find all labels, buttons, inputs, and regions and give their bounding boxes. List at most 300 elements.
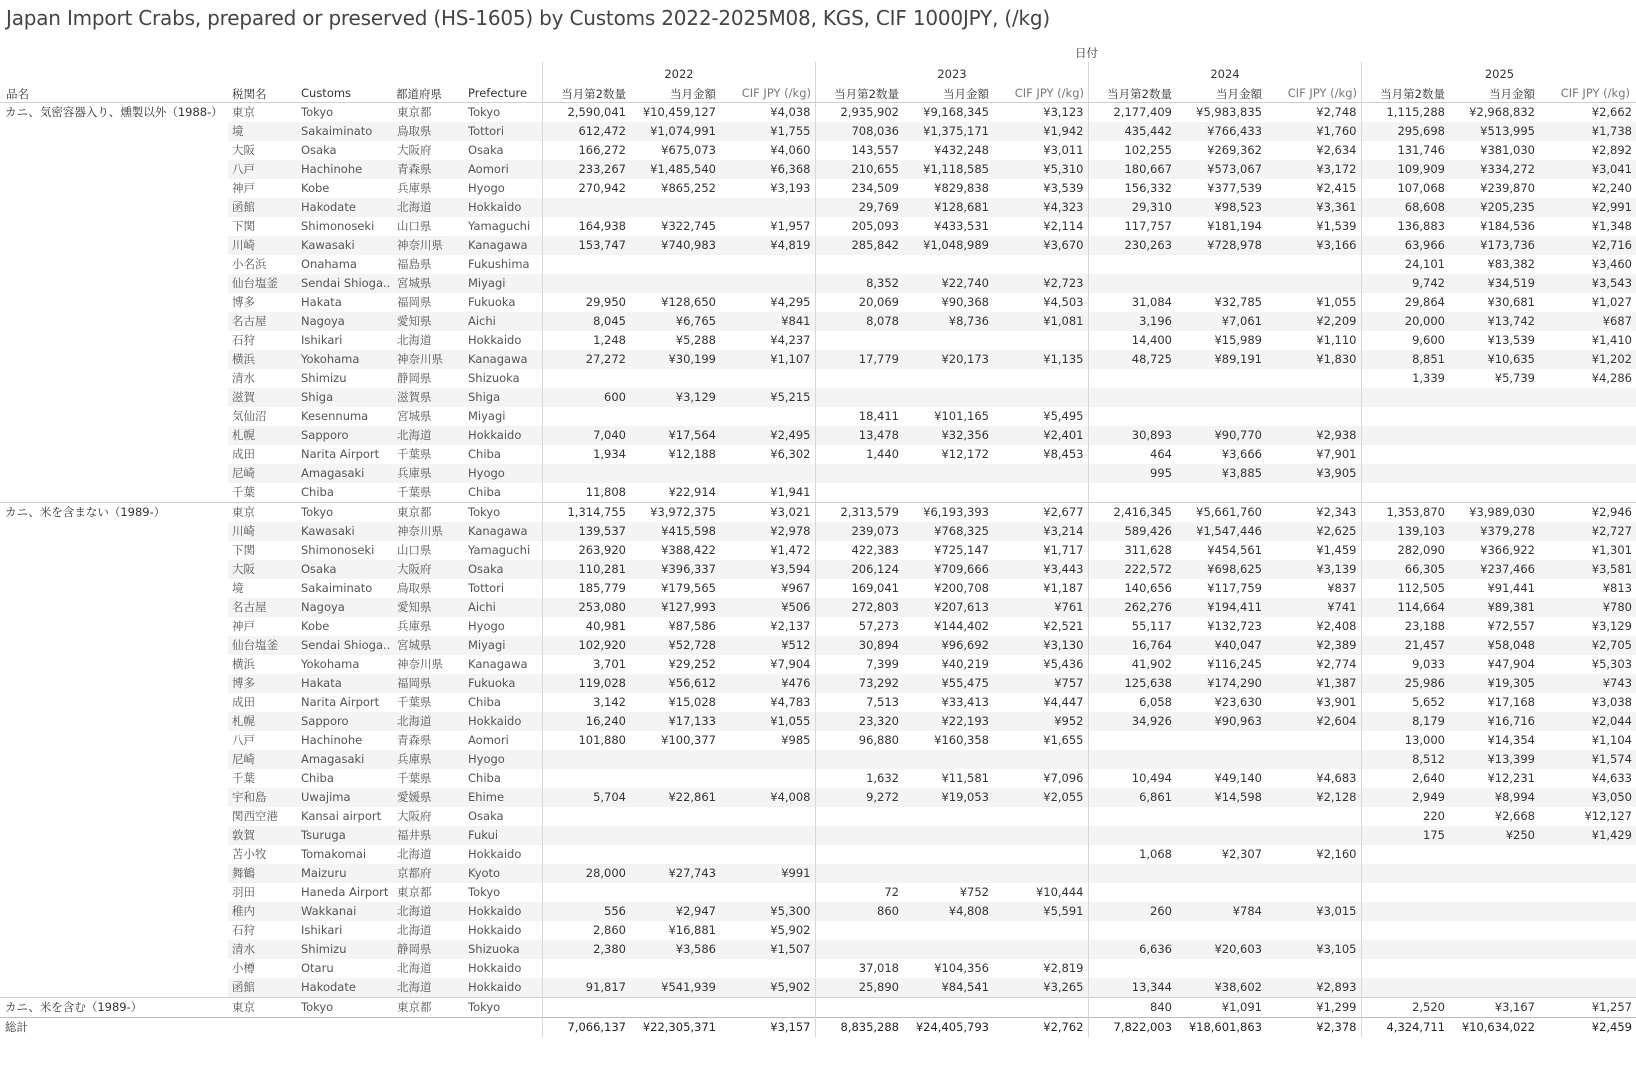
prefecture-en-cell: Hokkaido xyxy=(464,978,542,998)
value-cell: ¥3,015 xyxy=(1266,902,1361,921)
value-cell: 464 xyxy=(1088,445,1176,464)
customs-jp-cell: 気仙沼 xyxy=(232,409,267,423)
value-cell xyxy=(720,845,815,864)
value-cell xyxy=(1176,959,1266,978)
value-cell: 153,747 xyxy=(542,236,630,255)
value-cell xyxy=(1176,388,1266,407)
value-cell: 210,655 xyxy=(815,160,903,179)
value-cell: ¥784 xyxy=(1176,902,1266,921)
prefecture-jp-cell: 宮城県 xyxy=(393,636,464,655)
value-cell xyxy=(1088,883,1176,902)
value-cell: ¥5,310 xyxy=(993,160,1088,179)
value-cell: ¥5,300 xyxy=(720,902,815,921)
value-cell: ¥1,135 xyxy=(993,350,1088,369)
value-cell xyxy=(1176,369,1266,388)
value-cell: ¥1,485,540 xyxy=(630,160,720,179)
value-cell: ¥3,139 xyxy=(1266,560,1361,579)
value-cell xyxy=(1539,845,1636,864)
prefecture-jp-cell: 兵庫県 xyxy=(397,619,432,633)
value-cell: ¥4,808 xyxy=(903,902,993,921)
customs-jp-cell: 名古屋 xyxy=(228,312,297,331)
customs-en-cell: Kesennuma xyxy=(301,409,369,423)
prefecture-en-cell: Tokyo xyxy=(468,105,501,119)
value-cell: ¥3,539 xyxy=(1043,181,1084,195)
value-cell xyxy=(903,388,993,407)
value-cell: 6,636 xyxy=(1088,940,1176,959)
value-cell: ¥5,591 xyxy=(993,902,1088,921)
value-cell: ¥2,389 xyxy=(1266,636,1361,655)
value-cell: 110,281 xyxy=(542,560,630,579)
value-cell: ¥47,904 xyxy=(1487,657,1535,671)
value-cell xyxy=(993,845,1088,864)
prefecture-jp-cell: 東京都 xyxy=(393,503,464,523)
value-cell xyxy=(1088,483,1176,503)
prefecture-en-cell: Tottori xyxy=(464,122,542,141)
value-cell: ¥1,507 xyxy=(720,940,815,959)
value-cell: 13,344 xyxy=(1088,978,1176,998)
customs-en-cell: Sakaiminato xyxy=(301,581,373,595)
customs-en-cell: Yokohama xyxy=(297,350,393,369)
value-cell xyxy=(1361,483,1449,503)
value-cell: ¥4,295 xyxy=(770,295,811,309)
value-cell: ¥3,901 xyxy=(1316,695,1357,709)
value-cell: 156,332 xyxy=(1088,179,1176,198)
value-cell xyxy=(1539,940,1636,959)
value-cell: 102,255 xyxy=(1088,141,1176,160)
value-cell: 260 xyxy=(1088,902,1176,921)
prefecture-jp-cell: 兵庫県 xyxy=(393,464,464,483)
value-cell: 8,352 xyxy=(815,274,903,293)
value-cell: ¥1,717 xyxy=(1043,543,1084,557)
value-cell xyxy=(1088,959,1176,978)
value-cell xyxy=(720,769,815,788)
customs-en-cell: Kobe xyxy=(301,181,330,195)
value-cell: ¥2,774 xyxy=(1316,657,1357,671)
value-cell xyxy=(815,255,903,274)
value-cell: ¥1,539 xyxy=(1316,219,1357,233)
value-cell: ¥512 xyxy=(720,636,815,655)
value-cell xyxy=(1539,407,1636,426)
item-group-label: カニ、気密容器入り、燻製以外（1988-） xyxy=(5,105,223,119)
value-cell: ¥7,096 xyxy=(1043,771,1084,785)
value-cell xyxy=(903,464,993,483)
customs-en-cell: Hakata xyxy=(297,674,393,693)
value-cell: 10,494 xyxy=(1088,769,1176,788)
prefecture-jp-cell: 北海道 xyxy=(397,333,432,347)
value-cell xyxy=(815,921,903,940)
value-cell: ¥30,199 xyxy=(630,350,720,369)
value-cell: ¥237,466 xyxy=(1449,560,1539,579)
value-cell xyxy=(1266,483,1361,503)
value-cell: ¥1,387 xyxy=(1266,674,1361,693)
prefecture-en-cell: Hokkaido xyxy=(464,902,542,921)
value-cell: ¥513,995 xyxy=(1449,122,1539,141)
value-cell: ¥22,193 xyxy=(903,712,993,731)
value-cell: ¥250 xyxy=(1449,826,1539,845)
value-cell xyxy=(1361,407,1449,426)
value-cell: ¥3,021 xyxy=(720,503,815,523)
table-row xyxy=(0,883,1636,902)
value-cell: 73,292 xyxy=(815,674,903,693)
value-cell: 612,472 xyxy=(542,122,630,141)
value-cell: ¥6,193,393 xyxy=(903,503,993,523)
value-cell: ¥366,922 xyxy=(1480,543,1535,557)
value-cell: ¥3,361 xyxy=(1266,198,1361,217)
value-cell: ¥2,662 xyxy=(1591,105,1632,119)
customs-en-cell: Kawasaki xyxy=(297,236,393,255)
value-cell: ¥6,302 xyxy=(770,447,811,461)
value-cell: ¥27,743 xyxy=(630,864,720,883)
value-cell: 272,803 xyxy=(815,598,903,617)
value-cell xyxy=(1176,826,1266,845)
value-cell: ¥2,968,832 xyxy=(1469,105,1535,119)
value-cell: ¥19,305 xyxy=(1449,674,1539,693)
value-cell xyxy=(1088,826,1176,845)
value-cell xyxy=(1539,978,1636,998)
table-row xyxy=(0,940,1636,959)
customs-jp-cell: 大阪 xyxy=(228,560,297,579)
value-cell: 230,263 xyxy=(1088,236,1176,255)
table-row xyxy=(0,959,1636,978)
prefecture-en-cell: Chiba xyxy=(468,447,501,461)
value-cell: ¥17,133 xyxy=(630,712,720,731)
prefecture-jp-cell: 北海道 xyxy=(393,426,464,445)
value-cell: 6,058 xyxy=(1088,693,1176,712)
value-cell: 8,179 xyxy=(1361,712,1449,731)
customs-jp-cell: 八戸 xyxy=(232,733,255,747)
customs-en-cell: Nagoya xyxy=(297,598,393,617)
date-header: 日付 xyxy=(1075,46,1098,60)
prefecture-en-cell: Ehime xyxy=(464,788,542,807)
value-cell: ¥952 xyxy=(993,712,1088,731)
value-cell: ¥101,165 xyxy=(934,409,989,423)
value-cell xyxy=(815,483,903,503)
prefecture-jp-cell: 東京都 xyxy=(393,998,464,1018)
value-cell: 112,505 xyxy=(1361,579,1449,598)
value-cell: ¥2,343 xyxy=(1266,503,1361,523)
total-value-cell: ¥18,601,863 xyxy=(1176,1018,1266,1038)
value-cell: ¥2,727 xyxy=(1539,522,1636,541)
value-cell: 8,512 xyxy=(1361,750,1449,769)
value-cell: ¥181,194 xyxy=(1207,219,1262,233)
value-cell: ¥72,557 xyxy=(1487,619,1535,633)
value-cell: ¥104,356 xyxy=(934,961,989,975)
value-cell: ¥506 xyxy=(720,598,815,617)
value-cell: ¥2,521 xyxy=(1043,619,1084,633)
value-cell: ¥5,739 xyxy=(1494,371,1535,385)
prefecture-en-cell: Fukui xyxy=(464,826,542,845)
value-cell: 27,272 xyxy=(542,350,630,369)
value-cell xyxy=(542,274,630,293)
value-cell: 2,520 xyxy=(1361,998,1449,1018)
total-value-cell: 7,822,003 xyxy=(1088,1018,1176,1038)
value-cell: ¥15,028 xyxy=(668,695,716,709)
value-cell: ¥2,240 xyxy=(1591,181,1632,195)
value-cell xyxy=(903,807,993,826)
prefecture-en-cell: Hokkaido xyxy=(464,198,542,217)
value-cell: ¥207,613 xyxy=(903,598,993,617)
value-cell xyxy=(630,959,720,978)
value-cell xyxy=(903,826,993,845)
value-cell xyxy=(1088,807,1176,826)
customs-jp-cell: 苫小牧 xyxy=(232,847,267,861)
value-cell: ¥396,337 xyxy=(630,560,720,579)
value-cell xyxy=(1088,274,1176,293)
customs-en-cell: Kobe xyxy=(301,619,330,633)
value-cell xyxy=(993,388,1088,407)
measure-header: CIF JPY (/kg) xyxy=(1560,86,1630,100)
value-cell xyxy=(630,198,720,217)
value-cell: ¥2,892 xyxy=(1591,143,1632,157)
value-cell xyxy=(542,845,630,864)
value-cell: ¥985 xyxy=(781,733,811,747)
value-cell: ¥698,625 xyxy=(1176,560,1266,579)
prefecture-jp-cell: 青森県 xyxy=(397,733,432,747)
value-cell xyxy=(542,826,630,845)
value-cell: ¥40,047 xyxy=(1176,636,1266,655)
value-cell xyxy=(1449,407,1539,426)
value-cell: 2,640 xyxy=(1361,769,1449,788)
value-cell: ¥1,055 xyxy=(720,712,815,731)
item-group-label: カニ、米を含まない（1989-） xyxy=(0,503,228,998)
value-cell: ¥573,067 xyxy=(1176,160,1266,179)
prefecture-jp-cell: 大阪府 xyxy=(393,560,464,579)
value-cell xyxy=(1361,902,1449,921)
table-row xyxy=(0,503,1636,523)
value-cell: ¥1,957 xyxy=(770,219,811,233)
table-row xyxy=(0,464,1636,483)
value-cell: ¥132,723 xyxy=(1207,619,1262,633)
prefecture-en-cell: Hokkaido xyxy=(468,923,522,937)
value-cell: ¥3,666 xyxy=(1221,447,1262,461)
table-row xyxy=(0,750,1636,769)
prefecture-jp-cell: 福岡県 xyxy=(397,295,432,309)
value-cell xyxy=(1539,864,1636,883)
table-row xyxy=(0,426,1636,445)
table-row xyxy=(0,617,1636,636)
table-row xyxy=(0,541,1636,560)
value-cell xyxy=(720,407,815,426)
page-title: Japan Import Crabs, prepared or preserved (HS-1605) by Customs 2022-2025M08, KGS, CIF 1000JPY, (/kg) xyxy=(6,6,1051,30)
value-cell: 9,272 xyxy=(815,788,903,807)
value-cell xyxy=(1361,940,1449,959)
prefecture-jp-cell: 北海道 xyxy=(397,923,432,937)
customs-en-cell: Shimizu xyxy=(301,371,347,385)
table-row xyxy=(0,217,1636,236)
value-cell xyxy=(903,750,993,769)
value-cell xyxy=(1266,807,1361,826)
value-cell: ¥1,110 xyxy=(1316,333,1357,347)
value-cell: ¥3,586 xyxy=(630,940,720,959)
value-cell xyxy=(1539,464,1636,483)
measure-header: 当月第2数量 xyxy=(1380,87,1445,101)
prefecture-jp-cell: 千葉県 xyxy=(397,771,432,785)
value-cell xyxy=(815,940,903,959)
table-row xyxy=(0,198,1636,217)
table-row xyxy=(0,388,1636,407)
value-cell: 2,949 xyxy=(1361,788,1449,807)
value-cell: ¥541,939 xyxy=(630,978,720,998)
customs-en-cell: Hachinohe xyxy=(297,160,393,179)
value-cell: ¥16,716 xyxy=(1449,712,1539,731)
value-cell xyxy=(815,826,903,845)
prefecture-jp-cell: 兵庫県 xyxy=(397,181,432,195)
customs-en-cell: Osaka xyxy=(301,143,337,157)
table-row xyxy=(0,560,1636,579)
value-cell xyxy=(720,750,815,769)
customs-en-cell: Uwajima xyxy=(297,788,393,807)
value-cell: 131,746 xyxy=(1361,141,1449,160)
value-cell: ¥3,214 xyxy=(993,522,1088,541)
customs-jp-cell: 東京 xyxy=(228,503,297,523)
value-cell: 1,440 xyxy=(815,445,903,464)
value-cell: ¥1,074,991 xyxy=(630,122,720,141)
value-cell xyxy=(720,883,815,902)
prefecture-jp-cell: 福島県 xyxy=(397,257,432,271)
value-cell: 29,950 xyxy=(542,293,630,312)
value-cell: ¥433,531 xyxy=(934,219,989,233)
value-cell: ¥9,168,345 xyxy=(923,105,989,119)
prefecture-en-cell: Fukuoka xyxy=(468,295,516,309)
value-cell: ¥4,286 xyxy=(1591,371,1632,385)
value-cell: ¥3,038 xyxy=(1591,695,1632,709)
value-cell: ¥10,444 xyxy=(1035,885,1084,899)
value-cell: 140,656 xyxy=(1088,579,1176,598)
value-cell xyxy=(630,464,720,483)
value-cell: 29,864 xyxy=(1361,293,1449,312)
value-cell xyxy=(903,940,993,959)
customs-en-cell: Sendai Shioga.. xyxy=(297,636,393,655)
table-row xyxy=(0,122,1636,141)
prefecture-en-cell: Hokkaido xyxy=(468,847,522,861)
prefecture-en-cell: Chiba xyxy=(468,485,501,499)
value-cell: ¥967 xyxy=(781,581,811,595)
value-cell: 270,942 xyxy=(542,179,630,198)
value-cell: ¥13,742 xyxy=(1449,312,1539,331)
value-cell xyxy=(720,274,815,293)
value-cell xyxy=(1176,921,1266,940)
value-cell: ¥52,728 xyxy=(630,636,720,655)
value-cell xyxy=(993,750,1088,769)
value-cell xyxy=(1361,978,1449,998)
value-cell xyxy=(542,959,630,978)
value-cell xyxy=(1449,921,1539,940)
value-cell xyxy=(1449,464,1539,483)
prefecture-en-cell: Hyogo xyxy=(464,750,542,769)
col-header-customs-jp: 税関名 xyxy=(232,87,267,101)
value-cell: ¥17,564 xyxy=(630,426,720,445)
value-cell xyxy=(1176,807,1266,826)
value-cell xyxy=(1176,864,1266,883)
value-cell xyxy=(630,998,720,1018)
customs-jp-cell: 下関 xyxy=(232,543,255,557)
table-row xyxy=(0,407,1636,426)
value-cell: ¥13,539 xyxy=(1487,333,1535,347)
value-cell: 16,240 xyxy=(542,712,630,731)
value-cell: 2,416,345 xyxy=(1088,503,1176,523)
value-cell xyxy=(1266,274,1361,293)
value-cell: 96,880 xyxy=(815,731,903,750)
prefecture-en-cell: Kyoto xyxy=(464,864,542,883)
prefecture-en-cell: Kanagawa xyxy=(464,236,542,255)
customs-jp-cell: 羽田 xyxy=(232,885,255,899)
value-cell: ¥3,972,375 xyxy=(630,503,720,523)
value-cell: 589,426 xyxy=(1088,522,1176,541)
value-cell: ¥8,453 xyxy=(1043,447,1084,461)
value-cell: 48,725 xyxy=(1088,350,1176,369)
measure-header: 当月第2数量 xyxy=(834,87,899,101)
total-value-cell: ¥3,157 xyxy=(720,1018,815,1038)
value-cell: ¥3,129 xyxy=(630,388,720,407)
prefecture-en-cell: Shizuoka xyxy=(468,371,520,385)
table-row xyxy=(0,293,1636,312)
customs-en-cell: Kawasaki xyxy=(297,522,393,541)
table-row xyxy=(0,921,1636,940)
value-cell: 139,537 xyxy=(542,522,630,541)
value-cell xyxy=(1176,483,1266,503)
value-cell: 1,632 xyxy=(815,769,903,788)
prefecture-en-cell: Hyogo xyxy=(468,181,505,195)
value-cell xyxy=(542,883,630,902)
value-cell: ¥30,681 xyxy=(1487,295,1535,309)
value-cell: ¥32,356 xyxy=(903,426,993,445)
year-header-2023: 2023 xyxy=(815,62,1088,102)
table-row xyxy=(0,445,1636,464)
customs-jp-cell: 函館 xyxy=(228,978,297,998)
customs-jp-cell: 神戸 xyxy=(232,181,255,195)
value-cell: 11,808 xyxy=(542,483,630,503)
value-cell xyxy=(1449,483,1539,503)
value-cell: ¥4,683 xyxy=(1316,771,1357,785)
value-cell: ¥38,602 xyxy=(1176,978,1266,998)
measure-header: 当月金額 xyxy=(943,87,989,101)
customs-jp-cell: 成田 xyxy=(232,695,255,709)
value-cell xyxy=(1266,921,1361,940)
value-cell xyxy=(630,369,720,388)
value-cell xyxy=(630,845,720,864)
value-cell: ¥96,692 xyxy=(903,636,993,655)
value-cell: ¥3,460 xyxy=(1591,257,1632,271)
value-cell: ¥3,166 xyxy=(1266,236,1361,255)
table-row xyxy=(0,369,1636,388)
customs-en-cell: Onahama xyxy=(301,257,357,271)
customs-jp-cell: 宇和島 xyxy=(228,788,297,807)
value-cell xyxy=(1361,388,1449,407)
value-cell: 139,103 xyxy=(1361,522,1449,541)
value-cell: 233,267 xyxy=(542,160,630,179)
prefecture-jp-cell: 北海道 xyxy=(397,847,432,861)
prefecture-jp-cell: 鳥取県 xyxy=(397,581,432,595)
table-row xyxy=(0,845,1636,864)
value-cell xyxy=(815,864,903,883)
value-cell: 239,073 xyxy=(815,522,903,541)
data-table xyxy=(0,103,1636,1037)
value-cell: ¥1,048,989 xyxy=(903,236,993,255)
value-cell: 119,028 xyxy=(542,674,630,693)
value-cell xyxy=(720,826,815,845)
value-cell: ¥768,325 xyxy=(903,522,993,541)
value-cell: ¥837 xyxy=(1327,581,1357,595)
value-cell: 5,652 xyxy=(1361,693,1449,712)
prefecture-en-cell: Osaka xyxy=(464,560,542,579)
value-cell: 6,861 xyxy=(1088,788,1176,807)
value-cell xyxy=(630,807,720,826)
value-cell: ¥2,947 xyxy=(630,902,720,921)
value-cell: ¥4,038 xyxy=(770,105,811,119)
value-cell: ¥5,215 xyxy=(720,388,815,407)
value-cell xyxy=(1361,959,1449,978)
prefecture-en-cell: Hokkaido xyxy=(468,961,522,975)
